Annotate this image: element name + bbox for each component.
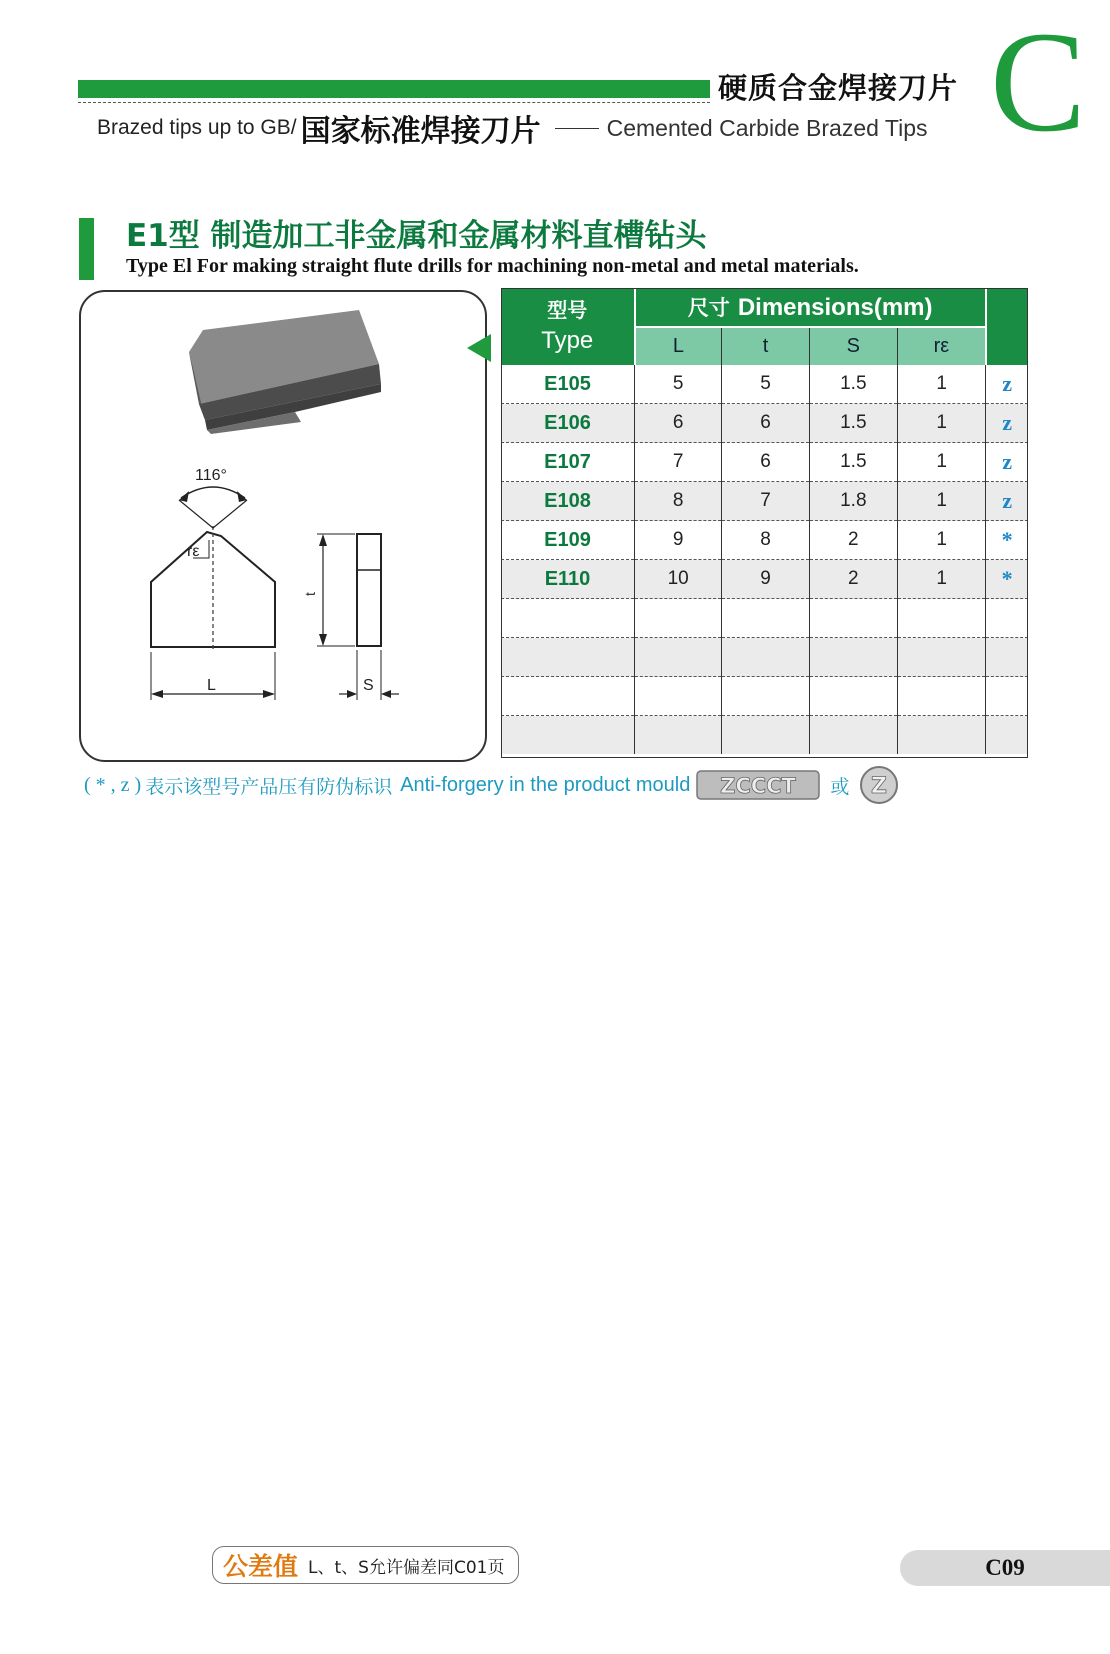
logo2-text: Z bbox=[871, 774, 888, 799]
anti-header-cn: 防伪标识 bbox=[1035, 337, 1048, 382]
figure-pointer-icon bbox=[467, 334, 491, 362]
dim-header-cn: 尺寸 bbox=[687, 296, 730, 320]
table-row-empty bbox=[501, 716, 1028, 755]
section-accent-bar bbox=[79, 218, 94, 280]
section-title-en: Type El For making straight flute drills for machining non-metal and metal materials. bbox=[126, 255, 859, 277]
cell-anti-forgery: * bbox=[986, 521, 1028, 560]
cell-S: 2 bbox=[809, 521, 897, 560]
cell-L: 7 bbox=[635, 443, 722, 482]
angle-label: 116° bbox=[195, 467, 227, 484]
cell-r: 1 bbox=[897, 404, 985, 443]
cell-L: 9 bbox=[635, 521, 722, 560]
cell-anti-forgery: z bbox=[986, 365, 1028, 404]
zccct-logo bbox=[696, 770, 820, 800]
type-header-cn: 型号 bbox=[547, 297, 588, 322]
cell-t: 6 bbox=[722, 443, 809, 482]
z-round-logo bbox=[859, 765, 899, 805]
table-row bbox=[501, 365, 1028, 404]
dim-S-label: S bbox=[363, 677, 374, 694]
page-number: C09 bbox=[900, 1550, 1110, 1586]
cell-r: 1 bbox=[897, 560, 985, 599]
table-row-empty bbox=[501, 677, 1028, 716]
cell-type: E107 bbox=[501, 443, 635, 482]
header-subtitle bbox=[97, 108, 928, 148]
col-type-header bbox=[501, 288, 635, 365]
cell-t: 7 bbox=[722, 482, 809, 521]
col-S-header: S bbox=[809, 327, 897, 365]
cell-r: 1 bbox=[897, 443, 985, 482]
col-r-header: rε bbox=[897, 327, 985, 365]
cell-anti-forgery: * bbox=[986, 560, 1028, 599]
tolerance-text: L、t、S允许偏差同C01页 bbox=[308, 1557, 505, 1578]
header-cn-title: 硬质合金焊接刀片 bbox=[718, 71, 959, 105]
cell-type: E106 bbox=[501, 404, 635, 443]
cell-type: E109 bbox=[501, 521, 635, 560]
cell-S: 1.5 bbox=[809, 404, 897, 443]
col-dimensions-header bbox=[635, 288, 986, 327]
cell-t: 5 bbox=[722, 365, 809, 404]
header-accent-bar bbox=[78, 80, 710, 98]
cell-t: 9 bbox=[722, 560, 809, 599]
cell-type: E108 bbox=[501, 482, 635, 521]
col-L-header: L bbox=[635, 327, 722, 365]
cell-L: 5 bbox=[635, 365, 722, 404]
section-title-cn: E1型 制造加工非金属和金属材料直槽钻头 bbox=[126, 218, 707, 254]
table-row bbox=[501, 560, 1028, 599]
header-divider bbox=[78, 102, 710, 103]
tolerance-box bbox=[212, 1546, 519, 1584]
table-row bbox=[501, 521, 1028, 560]
cell-t: 8 bbox=[722, 521, 809, 560]
cell-S: 1.5 bbox=[809, 365, 897, 404]
anti-header-en: Anti-forgery bbox=[1035, 271, 1048, 335]
subtitle-en-left: Brazed tips up to GB/ bbox=[97, 116, 297, 139]
tolerance-title: 公差值 bbox=[223, 1552, 299, 1581]
table-row bbox=[501, 404, 1028, 443]
cell-type: E105 bbox=[501, 365, 635, 404]
table-row-empty bbox=[501, 599, 1028, 638]
subtitle-en-right: Cemented Carbide Brazed Tips bbox=[606, 114, 928, 141]
cell-S: 2 bbox=[809, 560, 897, 599]
col-anti-forgery-header bbox=[986, 271, 1048, 382]
cell-r: 1 bbox=[897, 482, 985, 521]
logo-text: ZCCCT bbox=[720, 774, 797, 798]
note-marks: ( * , z ) bbox=[84, 773, 142, 796]
cell-L: 10 bbox=[635, 560, 722, 599]
dim-header-en: Dimensions(mm) bbox=[737, 294, 933, 321]
figure-box bbox=[79, 290, 487, 762]
dim-t-label: t bbox=[302, 592, 318, 596]
table-row-empty bbox=[501, 638, 1028, 677]
table-row bbox=[501, 443, 1028, 482]
cell-type: E110 bbox=[501, 560, 635, 599]
anti-forgery-note bbox=[84, 768, 899, 802]
note-en: Anti-forgery in the product mould bbox=[400, 773, 691, 796]
subtitle-dash bbox=[555, 128, 599, 129]
table-row bbox=[501, 482, 1028, 521]
chapter-letter: C bbox=[990, 3, 1087, 162]
cell-S: 1.8 bbox=[809, 482, 897, 521]
cell-L: 8 bbox=[635, 482, 722, 521]
cell-L: 6 bbox=[635, 404, 722, 443]
tip-drawing bbox=[81, 292, 485, 760]
cell-anti-forgery: z bbox=[986, 482, 1028, 521]
cell-r: 1 bbox=[897, 365, 985, 404]
spec-table bbox=[501, 271, 1048, 754]
cell-S: 1.5 bbox=[809, 443, 897, 482]
radius-label: rε bbox=[187, 543, 200, 560]
note-or: 或 bbox=[830, 775, 850, 798]
cell-anti-forgery: z bbox=[986, 404, 1028, 443]
cell-t: 6 bbox=[722, 404, 809, 443]
cell-anti-forgery: z bbox=[986, 443, 1028, 482]
dim-L-label: L bbox=[207, 677, 216, 694]
col-t-header: t bbox=[722, 327, 809, 365]
cell-r: 1 bbox=[897, 521, 985, 560]
subtitle-cn: 国家标准焊接刀片 bbox=[300, 114, 541, 149]
type-header-en: Type bbox=[541, 326, 594, 354]
side-view-outline bbox=[357, 534, 381, 646]
note-cn: 表示该型号产品压有防伪标识 bbox=[145, 775, 393, 798]
